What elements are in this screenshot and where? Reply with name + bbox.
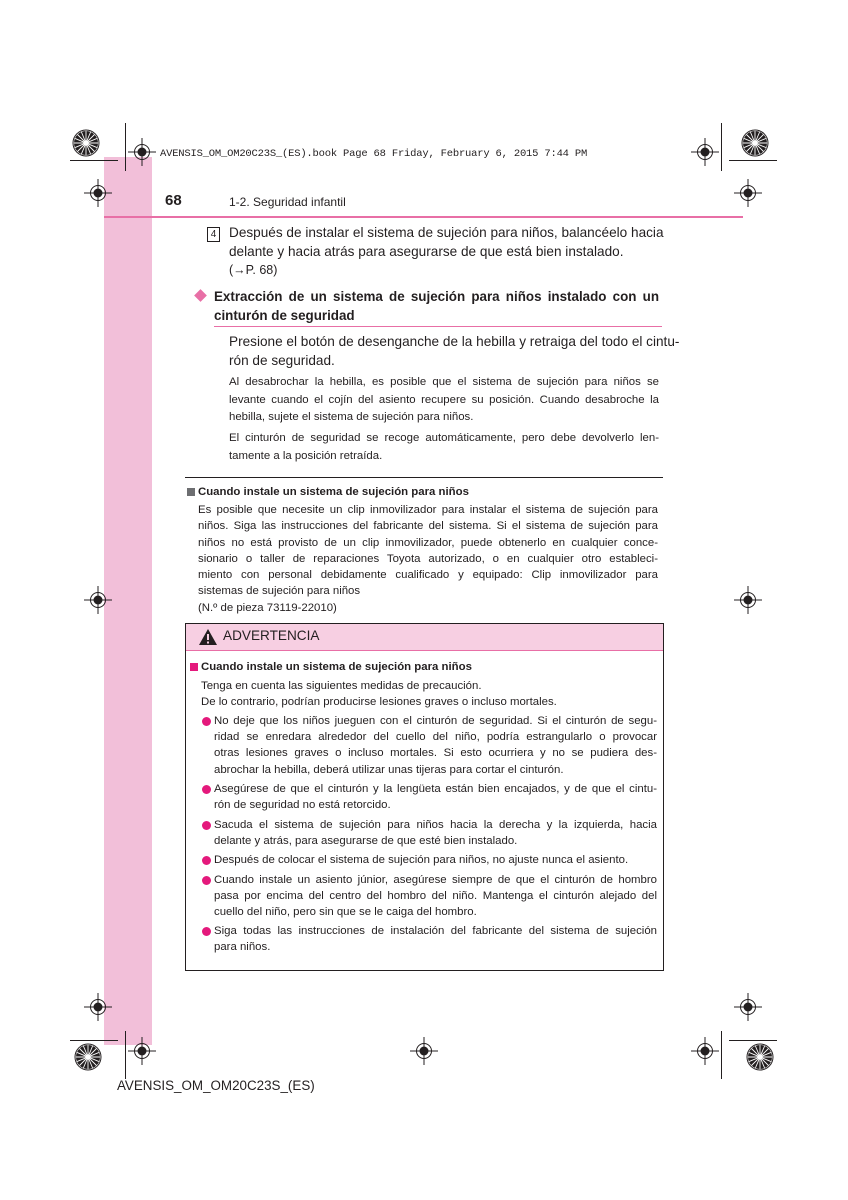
registration-mark xyxy=(691,1037,719,1065)
star-target-mark xyxy=(75,1044,101,1070)
text-line: para niños. xyxy=(214,941,271,954)
bullet-dot-icon xyxy=(202,785,211,794)
removal-note-2 xyxy=(229,430,659,465)
removal-heading xyxy=(214,287,659,325)
warning-bullet xyxy=(214,781,657,813)
heading-line: cinturón de seguridad xyxy=(214,308,355,323)
square-bullet-icon xyxy=(187,488,195,496)
bullet-dot-icon xyxy=(202,876,211,885)
registration-mark xyxy=(734,993,762,1021)
warning-title: ADVERTENCIA xyxy=(223,628,320,643)
text-line: Asegúrese de que el cinturón y la lengüeta están bien encajados, y de que el cintu- xyxy=(214,783,657,795)
text-line: otras lesiones graves o incluso mortales. Si esto ocurriera y no se pudiera des- xyxy=(214,747,657,760)
text-line: Después de instalar el sistema de sujeción para niños, balancéelo hacia xyxy=(229,225,664,240)
registration-mark xyxy=(128,138,156,166)
text-line: El cinturón de seguridad se recoge automáticamente, pero debe devolverlo len- xyxy=(229,432,659,444)
registration-mark xyxy=(734,179,762,207)
text-line: No deje que los niños jueguen con el cinturón de seguridad. Si el cinturón de segu- xyxy=(214,715,657,727)
registration-mark xyxy=(84,179,112,207)
heading-line: Extracción de un sistema de sujeción para niños instalado con un xyxy=(214,289,659,304)
registration-mark xyxy=(734,586,762,614)
bullet-dot-icon xyxy=(202,927,211,936)
text-line: levante cuando el cojín del asiento recupere su posición. Cuando desabroche la xyxy=(229,393,659,406)
square-bullet-icon xyxy=(190,663,198,671)
text-line: (→P. 68) xyxy=(229,263,278,277)
text-line: De lo contrario, podrían producirse lesiones graves o incluso mortales. xyxy=(201,696,557,708)
text-line: Cuando instale un asiento júnior, asegúrese siempre de que el cinturón de hombro xyxy=(214,874,657,886)
text-line: miento con personal debidamente cualificado y equipado: Clip inmovilizador para xyxy=(198,569,658,582)
text-line: niños. Siga las instrucciones del fabricante del sistema. Si el sistema de sujeción para xyxy=(198,520,658,533)
text-line: delante y hacia atrás para asegurarse de que está bien instalado. xyxy=(229,244,624,259)
star-target-mark xyxy=(747,1044,773,1070)
removal-note-1 xyxy=(229,374,659,427)
warning-bullet xyxy=(214,817,657,849)
text-line: rón de seguridad. xyxy=(229,353,335,368)
book-info-line: AVENSIS_OM_OM20C23S_(ES).book Page 68 Friday, February 6, 2015 7:44 PM xyxy=(160,148,588,160)
text-line: sionario o taller de reparaciones Toyota autorizado, o en cualquier otro estableci- xyxy=(198,552,658,565)
text-line: Después de colocar el sistema de sujeción para niños, no ajuste nunca el asiento. xyxy=(214,854,629,866)
registration-mark xyxy=(84,586,112,614)
registration-mark xyxy=(691,138,719,166)
text-line: Es posible que necesite un clip inmovilizador para instalar el sistema de sujeción para xyxy=(198,504,658,516)
warning-intro xyxy=(201,678,557,710)
text-line: hebilla, sujete el sistema de sujeción para niños. xyxy=(229,411,474,423)
star-target-mark xyxy=(73,130,99,156)
warning-bullet xyxy=(214,923,657,955)
text-line: delante y atrás, para asegurarse de que esté bien instalado. xyxy=(214,835,518,848)
text-line: ridad se enredara alrededor del cuello del niño, podría estrangularlo o provocar xyxy=(214,731,657,744)
registration-mark xyxy=(410,1037,438,1065)
section-divider xyxy=(185,477,663,478)
page-number: 68 xyxy=(165,192,182,209)
removal-body xyxy=(229,332,680,370)
warning-bullet xyxy=(214,872,657,921)
registration-mark xyxy=(84,993,112,1021)
warning-heading: Cuando instale un sistema de sujeción para niños xyxy=(201,661,472,673)
section-title: 1-2. Seguridad infantil xyxy=(229,195,346,209)
text-line: Al desabrochar la hebilla, es posible que el sistema de sujeción para niños se xyxy=(229,376,659,388)
footer-doc-code: AVENSIS_OM_OM20C23S_(ES) xyxy=(117,1078,315,1093)
step4-text xyxy=(229,223,664,280)
registration-mark xyxy=(128,1037,156,1065)
warning-bullet xyxy=(214,852,657,868)
header-rule xyxy=(104,216,743,218)
info-body xyxy=(198,502,658,616)
text-line: abrochar la hebilla, deberá utilizar unas tijeras para cortar el cinturón. xyxy=(214,763,564,776)
text-line: Siga todas las instrucciones de instalación del fabricante del sistema de sujeción xyxy=(214,925,657,937)
text-line: niños no está provisto de un clip inmovilizador, puede obtenerlo en cualquier conce- xyxy=(198,536,658,549)
text-line: tamente a la posición retraída. xyxy=(229,449,383,462)
bullet-dot-icon xyxy=(202,717,211,726)
text-line: rón de seguridad no está retorcido. xyxy=(214,799,391,812)
text-line: Tenga en cuenta las siguientes medidas de precaución. xyxy=(201,680,482,692)
text-line: (N.º de pieza 73119-22010) xyxy=(198,601,337,614)
heading-underline xyxy=(214,326,662,327)
warning-bullet xyxy=(214,713,657,778)
star-target-mark xyxy=(742,130,768,156)
info-heading: Cuando instale un sistema de sujeción para niños xyxy=(198,486,469,498)
bullet-dot-icon xyxy=(202,856,211,865)
text-line: Sacuda el sistema de sujeción para niños hacia la derecha y la izquierda, hacia xyxy=(214,819,657,831)
bullet-dot-icon xyxy=(202,821,211,830)
step-number-box: 4 xyxy=(207,227,220,242)
text-line: Presione el botón de desenganche de la hebilla y retraiga del todo el cintu- xyxy=(229,334,680,349)
text-line: cuello del niño, pero sin que se le caiga del hombro. xyxy=(214,906,477,919)
text-line: pasa por encima del centro del hombro del niño. Mantenga el cinturón alejado del xyxy=(214,890,657,903)
text-line: sistemas de sujeción para niños xyxy=(198,585,361,598)
warning-triangle-icon xyxy=(198,628,218,646)
